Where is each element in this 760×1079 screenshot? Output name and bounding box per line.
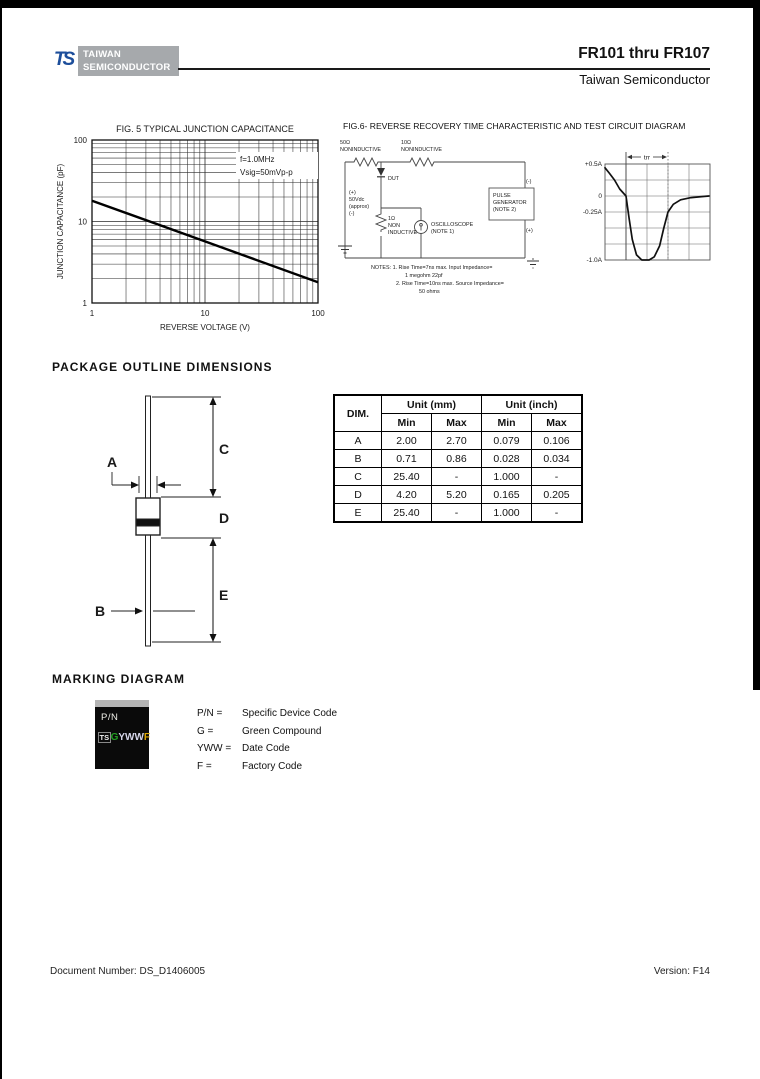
fig5-x-tick-label: 100 <box>311 309 325 318</box>
value-cell: - <box>432 468 482 486</box>
chip-code-f: F <box>143 732 151 743</box>
value-cell: - <box>532 504 583 523</box>
supply-minus-label: (-) <box>349 211 355 217</box>
chip-code-yww: YWW <box>118 732 144 743</box>
value-cell: 0.079 <box>482 432 532 450</box>
col-header-dim: DIM. <box>334 395 382 432</box>
waveform-grid <box>605 164 710 260</box>
legend-term: G = <box>197 725 214 737</box>
r2-value-label: 10Ω <box>401 140 412 146</box>
chip-code-text <box>98 732 150 743</box>
ground-symbol-icon <box>527 261 539 268</box>
fig5-junction-capacitance-chart <box>50 120 340 348</box>
notes-line-3: 2. Rise Time=10ns max. Source Impedance= <box>396 281 504 287</box>
fig5-annotation-frequency: f=1.0MHz <box>240 155 275 164</box>
value-cell: 4.20 <box>382 486 432 504</box>
marking-diagram-heading: MARKING DIAGRAM <box>52 672 185 686</box>
trr-arrowhead-left <box>627 155 632 159</box>
dim-label-d: D <box>219 510 230 526</box>
logo-wordmark <box>78 46 179 76</box>
legend-term: F = <box>197 760 212 772</box>
r3-value-label: 1Ω <box>388 216 396 222</box>
table-row <box>334 450 582 468</box>
pg-plus-label: (+) <box>526 228 533 234</box>
value-cell: 0.034 <box>532 450 583 468</box>
table-row <box>334 504 582 523</box>
legend-term: P/N = <box>197 708 223 719</box>
value-cell: 2.70 <box>432 432 482 450</box>
diode-body <box>136 498 160 535</box>
col-subheader-minmax: Max <box>532 414 583 432</box>
table-row <box>334 486 582 504</box>
value-cell: 25.40 <box>382 504 432 523</box>
package-outline-drawing <box>85 388 245 650</box>
r3-label-3: INDUCTIVE <box>388 230 418 236</box>
supply-approx-label: (approx) <box>349 204 370 210</box>
dim-label-b: B <box>95 603 106 619</box>
value-cell: - <box>432 504 482 523</box>
col-subheader-minmax: Min <box>482 414 532 432</box>
value-cell: 25.40 <box>382 468 432 486</box>
col-group-header: Unit (inch) <box>482 395 583 414</box>
fig5-y-tick-label: 10 <box>78 217 87 227</box>
company-name: Taiwan Semiconductor <box>579 72 710 87</box>
recovery-current-curve <box>605 168 709 260</box>
r1-value-label: 50Ω <box>340 140 351 146</box>
dim-cell: A <box>334 432 382 450</box>
pulse-gen-label-1: PULSE <box>493 193 511 199</box>
marking-chip <box>95 700 149 769</box>
legend-row <box>197 743 337 754</box>
fig6-test-circuit-diagram <box>337 136 579 308</box>
value-cell: 0.205 <box>532 486 583 504</box>
header-rule <box>178 68 710 70</box>
dut-label: DUT <box>388 176 400 182</box>
chip-code-g: G <box>110 732 119 743</box>
chip-part-number-text: P/N <box>101 712 119 723</box>
fig5-title: FIG. 5 TYPICAL JUNCTION CAPACITANCE <box>116 124 294 134</box>
dim-cell: B <box>334 450 382 468</box>
chip-cathode-band <box>95 700 149 707</box>
logo-line1: TAIWAN <box>83 49 121 60</box>
table-row <box>334 432 582 450</box>
r3-label-2: NON <box>388 223 400 229</box>
fig5-y-axis-label: JUNCTION CAPACITANCE (pF) <box>56 163 65 280</box>
table-row <box>334 468 582 486</box>
oscilloscope-label: OSCILLOSCOPE <box>431 222 474 228</box>
dim-label-a: A <box>107 454 118 470</box>
value-cell: 0.86 <box>432 450 482 468</box>
dimension-table-header <box>334 395 582 432</box>
dim-cell: E <box>334 504 382 523</box>
page-border-left <box>0 0 2 1079</box>
fig5-x-tick-label: 1 <box>89 309 95 318</box>
notes-line-4: 50 ohms <box>419 289 440 295</box>
page-border-top <box>0 0 760 8</box>
trr-label: trr <box>643 154 651 162</box>
supply-voltage-label: 50Vdc <box>349 197 365 203</box>
value-cell: 0.106 <box>532 432 583 450</box>
dim-cell: C <box>334 468 382 486</box>
waveform-y-label: +0.5A <box>584 161 602 169</box>
fig5-x-tick-label: 10 <box>200 309 210 318</box>
fig5-y-tick-label: 1 <box>82 299 87 308</box>
oscilloscope-note-label: (NOTE 1) <box>431 229 455 235</box>
legend-description: Factory Code <box>242 760 303 772</box>
r1-type-label: NONINDUCTIVE <box>340 147 382 153</box>
pulse-gen-label-3: (NOTE 2) <box>493 207 517 213</box>
notes-line-1: NOTES: 1. Rise Time=7ns max. Input Impedance= <box>371 265 493 271</box>
value-cell: 0.028 <box>482 450 532 468</box>
pg-minus-label: (-) <box>526 179 532 185</box>
taiwan-semiconductor-logo-icon: TS <box>48 44 78 76</box>
fig6-title: FIG.6- REVERSE RECOVERY TIME CHARACTERISTIC AND TEST CIRCUIT DIAGRAM <box>343 121 686 131</box>
value-cell: 2.00 <box>382 432 432 450</box>
fig6-recovery-waveform-chart <box>583 136 728 276</box>
dimension-table-body <box>334 432 582 523</box>
cathode-band <box>136 519 160 526</box>
r2-type-label: NONINDUCTIVE <box>401 147 443 153</box>
supply-plus-label: (+) <box>349 190 356 196</box>
fig5-annotation-vsig: Vsig=50mVp-p <box>240 168 293 177</box>
dim-label-e: E <box>219 587 229 603</box>
value-cell: 1.000 <box>482 468 532 486</box>
legend-row <box>197 708 337 719</box>
package-outline-heading: PACKAGE OUTLINE DIMENSIONS <box>52 360 273 374</box>
logo-line2: SEMICONDUCTOR <box>83 62 171 73</box>
col-group-header: Unit (mm) <box>382 395 482 414</box>
legend-term: YWW = <box>197 743 232 754</box>
legend-description: Specific Device Code <box>242 708 338 719</box>
value-cell: 1.000 <box>482 504 532 523</box>
legend-description: Green Compound <box>242 725 322 737</box>
legend-row <box>197 761 337 772</box>
notes-line-2: 1 megohm 22pf <box>405 273 443 279</box>
legend-row <box>197 726 337 737</box>
value-cell: 0.165 <box>482 486 532 504</box>
part-number-title: FR101 thru FR107 <box>578 45 710 62</box>
col-subheader-minmax: Min <box>382 414 432 432</box>
page-border-right <box>753 0 760 690</box>
chip-logo-icon: TS <box>99 733 110 742</box>
legend-description: Date Code <box>242 743 290 754</box>
value-cell: 5.20 <box>432 486 482 504</box>
pulse-gen-label-2: GENERATOR <box>493 200 527 206</box>
document-number: Document Number: DS_D1406005 <box>50 966 206 977</box>
version-label: Version: F14 <box>653 966 710 977</box>
fig5-y-tick-label: 100 <box>73 136 87 145</box>
marking-legend <box>197 708 337 778</box>
waveform-y-label: -0.25A <box>583 209 602 217</box>
dimension-table <box>333 394 583 523</box>
waveform-y-label: -1.0A <box>586 257 602 265</box>
dim-cell: D <box>334 486 382 504</box>
waveform-y-label: 0 <box>598 193 602 201</box>
col-subheader-minmax: Max <box>432 414 482 432</box>
value-cell: 0.71 <box>382 450 432 468</box>
dim-label-c: C <box>219 441 230 457</box>
trr-arrowhead-right <box>662 155 667 159</box>
fig5-x-axis-label: REVERSE VOLTAGE (V) <box>160 323 250 332</box>
value-cell: - <box>532 468 583 486</box>
dut-diode-icon <box>377 168 385 177</box>
